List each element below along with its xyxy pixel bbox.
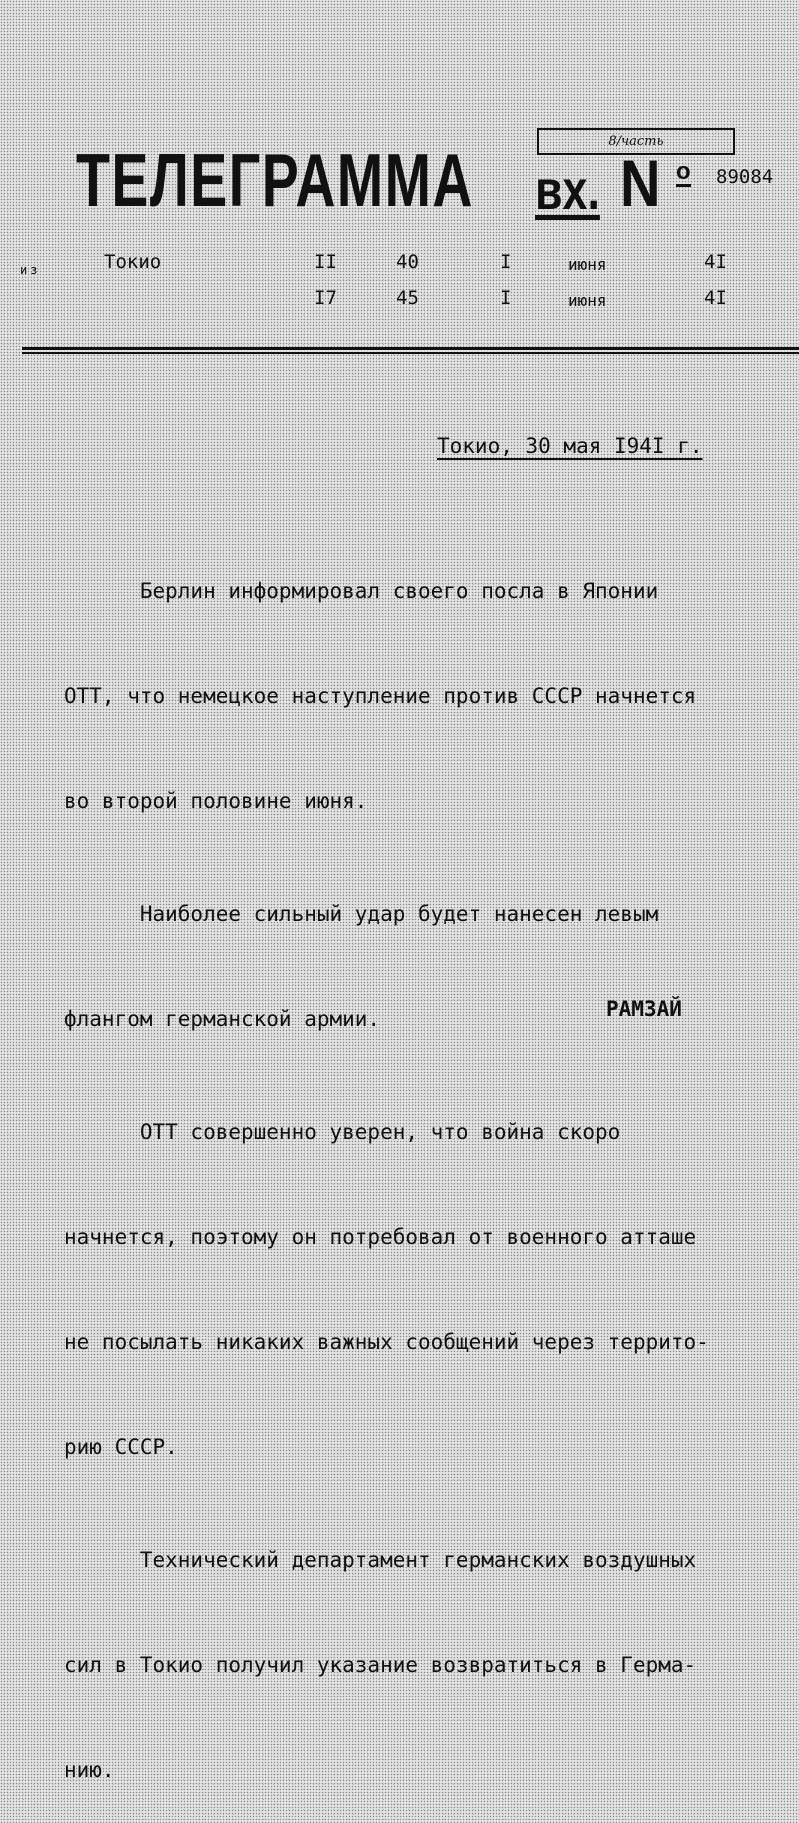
body-line: начнется, поэтому он потребовал от военного атташе bbox=[64, 1225, 697, 1249]
origin-city: Токио bbox=[104, 251, 162, 273]
from-label: из bbox=[20, 263, 41, 277]
header-divider-thin bbox=[22, 352, 799, 354]
body-line: ОТТ совершенно уверен, что война скоро bbox=[64, 1120, 621, 1144]
received-month: июня bbox=[568, 291, 607, 310]
signature: РАМЗАЙ bbox=[606, 997, 682, 1021]
body-line: Наиболее сильный удар будет нанесен левым bbox=[64, 902, 659, 926]
received-hour: I7 bbox=[314, 287, 337, 309]
body-line: Технический департамент германских воздушных bbox=[64, 1548, 697, 1572]
message-body bbox=[64, 504, 794, 1823]
body-line: рию СССР. bbox=[64, 1435, 178, 1459]
body-line: нию. bbox=[64, 1758, 115, 1782]
body-line: не посылать никаких важных сообщений через террито- bbox=[64, 1330, 709, 1354]
department-stamp: 8/часть bbox=[537, 128, 735, 155]
sent-day: I bbox=[500, 251, 512, 273]
incoming-label: вх. bbox=[535, 158, 600, 221]
received-year: 4I bbox=[704, 287, 727, 309]
telegram-title: ТЕЛЕГРАММА bbox=[76, 138, 474, 222]
number-sign-o: о bbox=[676, 158, 691, 185]
header-divider bbox=[22, 347, 799, 350]
body-line: флангом германской армии. bbox=[64, 1007, 381, 1031]
telegram-number: 89084 bbox=[716, 166, 774, 188]
body-line: сил в Токио получил указание возвратиться в Герма- bbox=[64, 1653, 697, 1677]
sent-month: июня bbox=[568, 255, 607, 274]
received-minute: 45 bbox=[396, 287, 419, 309]
received-day: I bbox=[500, 287, 512, 309]
sent-hour: II bbox=[314, 251, 337, 273]
body-line: во второй половине июня. bbox=[64, 789, 368, 813]
sent-minute: 40 bbox=[396, 251, 419, 273]
body-line: ОТТ, что немецкое наступление против СССР начнется bbox=[64, 684, 697, 708]
body-line: Берлин информировал своего посла в Японии bbox=[64, 579, 659, 603]
sent-year: 4I bbox=[704, 251, 727, 273]
number-sign: N bbox=[620, 146, 661, 220]
dateline: Токио, 30 мая I94I г. bbox=[437, 434, 703, 458]
